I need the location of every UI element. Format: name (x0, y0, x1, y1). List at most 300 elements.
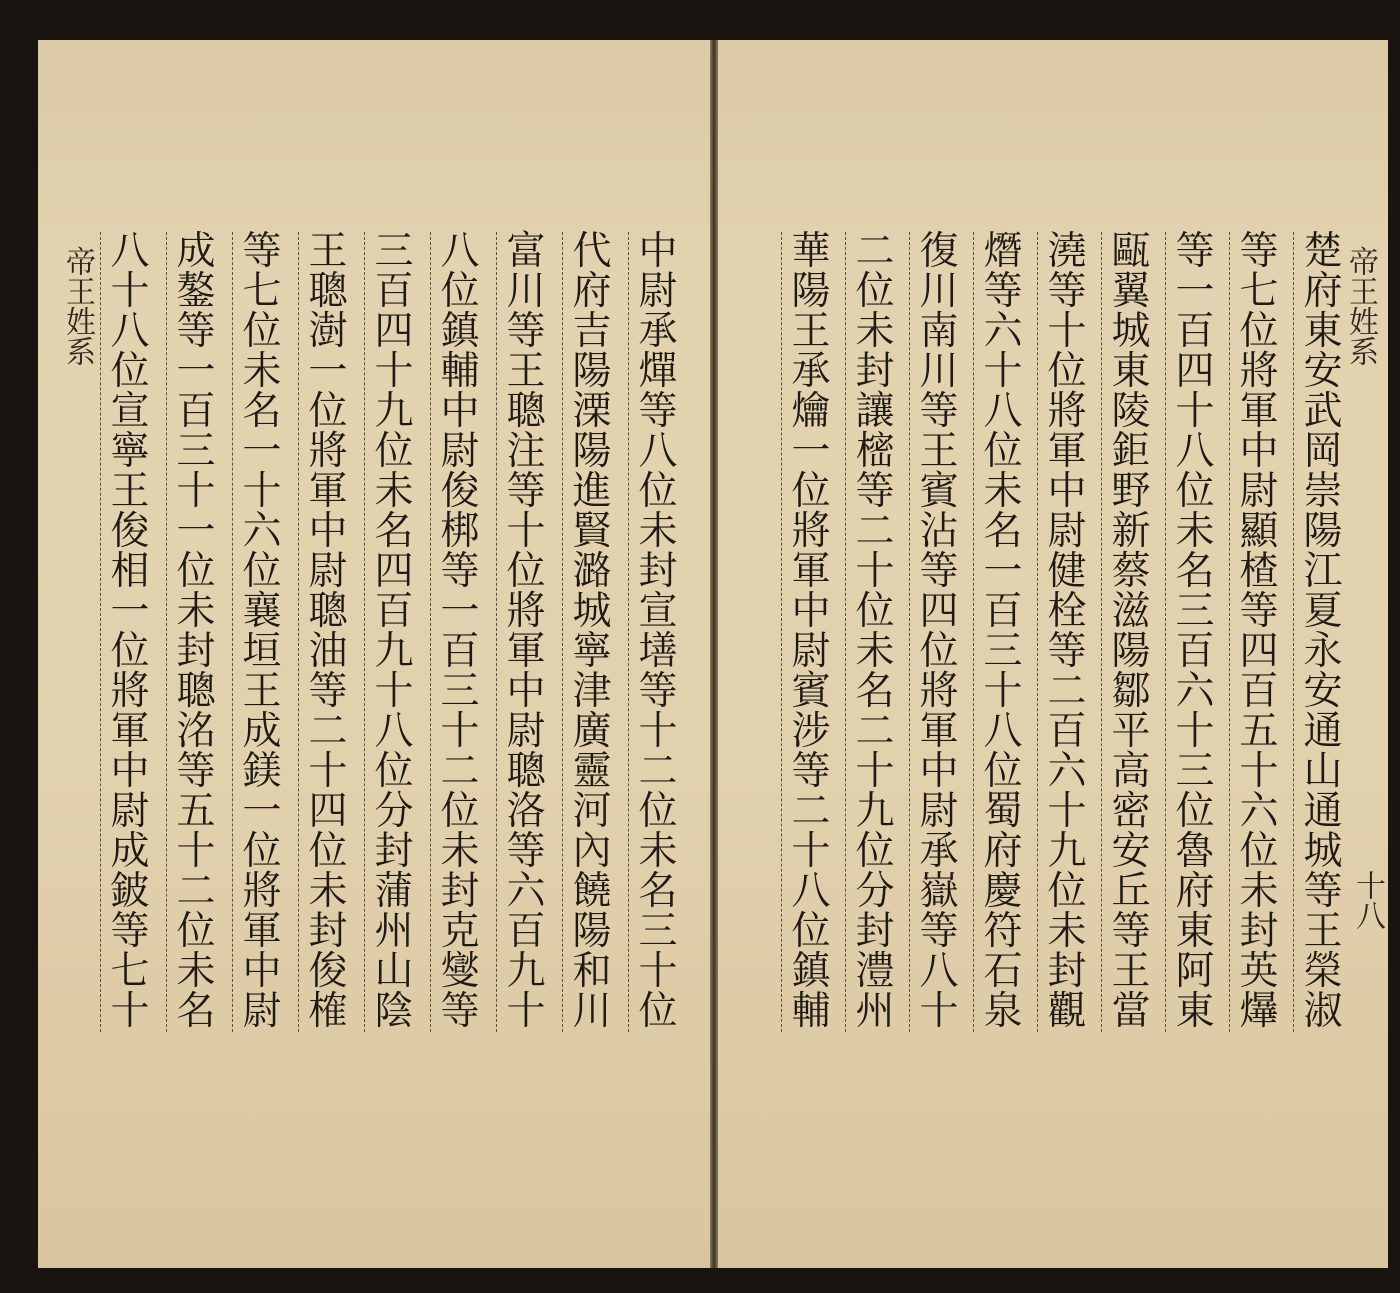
character: 名 (983, 509, 1023, 554)
character: 七 (110, 949, 150, 994)
character: 等 (1239, 589, 1279, 634)
character: 等 (440, 989, 480, 1034)
character: 府 (1175, 869, 1215, 914)
character: 位 (983, 749, 1023, 794)
character: 安 (1303, 349, 1343, 394)
character: 宣 (110, 389, 150, 434)
character: 尉 (110, 789, 150, 834)
character: 樒 (855, 429, 895, 474)
character: 百 (374, 269, 414, 314)
text-column (496, 229, 555, 1034)
character: 東 (1175, 989, 1215, 1034)
character: 名 (374, 509, 414, 554)
character: 鎮 (791, 949, 831, 994)
character: 未 (176, 949, 216, 994)
character: 城 (1111, 309, 1151, 354)
character: 十 (374, 669, 414, 714)
character: 未 (242, 349, 282, 394)
character: 一 (1175, 269, 1215, 314)
character: 一 (176, 349, 216, 394)
character: 分 (855, 869, 895, 914)
character: 五 (1239, 709, 1279, 754)
character: 陽 (791, 269, 831, 314)
character: 十 (242, 469, 282, 514)
character: 封 (308, 909, 348, 954)
character: 位 (1175, 469, 1215, 514)
character: 武 (1303, 389, 1343, 434)
character: 名 (176, 989, 216, 1034)
character: 十 (855, 749, 895, 794)
character: 位 (638, 989, 678, 1034)
text-column (430, 229, 489, 1034)
character: 二 (855, 709, 895, 754)
character: 澆 (1047, 229, 1087, 274)
character: 陵 (1111, 389, 1151, 434)
character: 川 (572, 989, 612, 1034)
character: 百 (1175, 309, 1215, 354)
character: 未 (983, 469, 1023, 514)
character: 十 (638, 949, 678, 994)
character: 二 (855, 229, 895, 274)
character: 熸 (983, 229, 1023, 274)
character: 等 (506, 469, 546, 514)
character: 二 (308, 709, 348, 754)
character: 百 (506, 909, 546, 954)
character: 名 (1175, 549, 1215, 594)
character: 十 (983, 349, 1023, 394)
character: 靈 (572, 749, 612, 794)
character: 潞 (572, 549, 612, 594)
character: 栓 (1047, 589, 1087, 634)
character: 中 (440, 389, 480, 434)
character: 四 (374, 309, 414, 354)
character: 十 (176, 469, 216, 514)
character: 王 (1111, 949, 1151, 994)
character: 梆 (440, 509, 480, 554)
character: 軍 (1239, 389, 1279, 434)
text-column (781, 229, 840, 1034)
character: 封 (855, 349, 895, 394)
character: 三 (176, 429, 216, 474)
character: 江 (1303, 549, 1343, 594)
character: 百 (1047, 709, 1087, 754)
character: 八 (983, 709, 1023, 754)
character: 等 (1175, 229, 1215, 274)
character: 百 (374, 589, 414, 634)
character: 俊 (308, 949, 348, 994)
character: 城 (572, 589, 612, 634)
character: 涉 (791, 709, 831, 754)
character: 十 (110, 989, 150, 1034)
character: 軍 (242, 909, 282, 954)
text-column (232, 229, 291, 1034)
character: 五 (176, 789, 216, 834)
character: 封 (1239, 909, 1279, 954)
book-spine (710, 40, 718, 1268)
character: 饒 (572, 869, 612, 914)
character: 俊 (440, 469, 480, 514)
character: 等 (1111, 909, 1151, 954)
character: 九 (374, 389, 414, 434)
character: 密 (1111, 789, 1151, 834)
character: 將 (110, 669, 150, 714)
character: 翼 (1111, 269, 1151, 314)
character: 鈹 (110, 869, 150, 914)
character: 軍 (506, 629, 546, 674)
character: 將 (919, 669, 959, 714)
character: 尉 (1239, 469, 1279, 514)
character: 六 (1175, 669, 1215, 714)
character: 八 (110, 309, 150, 354)
character: 等 (176, 749, 216, 794)
character: 位 (176, 909, 216, 954)
character: 爚 (791, 389, 831, 434)
character: 二 (638, 749, 678, 794)
text-column (298, 229, 357, 1034)
character: 一 (176, 509, 216, 554)
character: 華 (791, 229, 831, 274)
character: 封 (638, 549, 678, 594)
character: 聰 (176, 669, 216, 714)
character: 未 (308, 869, 348, 914)
character: 王 (308, 229, 348, 274)
character: 三 (1175, 749, 1215, 794)
character: 中 (638, 229, 678, 274)
character: 油 (308, 629, 348, 674)
character: 高 (1111, 749, 1151, 794)
character: 軍 (110, 709, 150, 754)
character: 川 (506, 269, 546, 314)
character: 六 (506, 869, 546, 914)
character: 未 (638, 509, 678, 554)
character: 位 (308, 829, 348, 874)
character: 未 (1239, 869, 1279, 914)
character: 將 (506, 589, 546, 634)
character: 軍 (791, 549, 831, 594)
character: 廣 (572, 709, 612, 754)
character: 嶽 (919, 869, 959, 914)
character: 位 (855, 829, 895, 874)
character: 位 (242, 549, 282, 594)
character: 百 (983, 589, 1023, 634)
character: 山 (374, 949, 414, 994)
character: 三 (638, 909, 678, 954)
character: 新 (1111, 509, 1151, 554)
character: 中 (110, 749, 150, 794)
character: 十 (1175, 389, 1215, 434)
character: 等 (1047, 269, 1087, 314)
character: 富 (506, 229, 546, 274)
character: 二 (791, 789, 831, 834)
character: 八 (374, 709, 414, 754)
character: 山 (1303, 749, 1343, 794)
character: 府 (572, 269, 612, 314)
character: 九 (506, 949, 546, 994)
character: 未 (176, 589, 216, 634)
character: 一 (791, 429, 831, 474)
character: 成 (110, 829, 150, 874)
character: 尉 (308, 549, 348, 594)
character: 封 (176, 629, 216, 674)
character: 尉 (506, 709, 546, 754)
character: 等 (855, 469, 895, 514)
character: 慶 (983, 869, 1023, 914)
character: 位 (506, 549, 546, 594)
character: 丘 (1111, 869, 1151, 914)
character: 燮 (440, 949, 480, 994)
character: 津 (572, 669, 612, 714)
character: 楚 (1303, 229, 1343, 274)
character: 等 (1047, 629, 1087, 674)
character: 尉 (242, 989, 282, 1034)
character: 七 (1239, 269, 1279, 314)
character: 八 (638, 429, 678, 474)
character: 位 (242, 309, 282, 354)
character: 通 (1303, 709, 1343, 754)
character: 百 (176, 389, 216, 434)
character: 克 (440, 909, 480, 954)
character: 十 (919, 989, 959, 1034)
character: 封 (440, 869, 480, 914)
character: 健 (1047, 549, 1087, 594)
character: 一 (983, 549, 1023, 594)
character: 溧 (572, 389, 612, 434)
character: 王 (1303, 909, 1343, 954)
character: 九 (1047, 829, 1087, 874)
character: 三 (440, 669, 480, 714)
character: 王 (791, 309, 831, 354)
character: 復 (919, 229, 959, 274)
character: 陽 (1303, 509, 1343, 554)
character: 位 (374, 749, 414, 794)
character: 三 (374, 229, 414, 274)
left-page-header: 帝王姓系 (60, 246, 95, 366)
character: 未 (1175, 509, 1215, 554)
character: 十 (855, 549, 895, 594)
character: 中 (791, 589, 831, 634)
character: 寧 (110, 429, 150, 474)
character: 鄒 (1111, 669, 1151, 714)
character: 滋 (1111, 589, 1151, 634)
character: 位 (374, 429, 414, 474)
text-column (562, 229, 621, 1034)
character: 十 (1239, 749, 1279, 794)
character: 十 (506, 989, 546, 1034)
character: 一 (242, 789, 282, 834)
character: 六 (1239, 789, 1279, 834)
character: 等 (638, 669, 678, 714)
character: 未 (638, 829, 678, 874)
character: 陽 (572, 349, 612, 394)
character: 未 (374, 469, 414, 514)
character: 十 (983, 669, 1023, 714)
character: 永 (1303, 629, 1343, 674)
character: 尉 (1047, 509, 1087, 554)
character: 百 (440, 629, 480, 674)
character: 分 (374, 789, 414, 834)
character: 位 (791, 469, 831, 514)
character: 六 (242, 509, 282, 554)
character: 尉 (440, 429, 480, 474)
text-column (1101, 229, 1160, 1034)
character: 八 (983, 389, 1023, 434)
character: 鉅 (1111, 429, 1151, 474)
character: 二 (176, 869, 216, 914)
character: 崇 (1303, 469, 1343, 514)
character: 六 (983, 309, 1023, 354)
character: 成 (242, 709, 282, 754)
text-column (845, 229, 904, 1034)
character: 七 (242, 269, 282, 314)
character: 襄 (242, 589, 282, 634)
character: 名 (242, 389, 282, 434)
character: 爗 (1239, 989, 1279, 1034)
character: 河 (572, 789, 612, 834)
character: 洺 (176, 709, 216, 754)
character: 位 (1175, 789, 1215, 834)
character: 府 (1303, 269, 1343, 314)
character: 聰 (506, 749, 546, 794)
character: 安 (1111, 829, 1151, 874)
character: 位 (176, 549, 216, 594)
character: 四 (1239, 629, 1279, 674)
character: 尉 (919, 789, 959, 834)
character: 等 (506, 829, 546, 874)
character: 王 (242, 669, 282, 714)
character: 淑 (1303, 989, 1343, 1034)
character: 九 (855, 789, 895, 834)
character: 十 (110, 269, 150, 314)
character: 十 (1047, 789, 1087, 834)
character: 甌 (1111, 229, 1151, 274)
character: 楂 (1239, 549, 1279, 594)
character: 位 (983, 429, 1023, 474)
character: 陽 (572, 909, 612, 954)
character: 位 (308, 389, 348, 434)
character: 等 (242, 229, 282, 274)
character: 府 (983, 829, 1023, 874)
character: 中 (919, 749, 959, 794)
character: 四 (374, 549, 414, 594)
character: 位 (440, 269, 480, 314)
character: 吉 (572, 309, 612, 354)
character: 十 (374, 349, 414, 394)
character: 鎂 (242, 749, 282, 794)
character: 未 (1047, 909, 1087, 954)
character: 位 (1047, 349, 1087, 394)
character: 中 (242, 949, 282, 994)
page-number-mark: 十八 (1350, 870, 1385, 930)
character: 九 (374, 629, 414, 674)
character: 俊 (110, 509, 150, 554)
character: 鎮 (440, 309, 480, 354)
character: 和 (572, 949, 612, 994)
character: 等 (791, 749, 831, 794)
character: 十 (308, 749, 348, 794)
character: 等 (440, 549, 480, 594)
character: 將 (1239, 349, 1279, 394)
character: 軍 (919, 709, 959, 754)
character: 成 (176, 229, 216, 274)
character: 等 (1303, 869, 1343, 914)
character: 等 (919, 909, 959, 954)
character: 將 (308, 429, 348, 474)
character: 泉 (983, 989, 1023, 1034)
character: 封 (855, 909, 895, 954)
character: 位 (1047, 869, 1087, 914)
character: 位 (638, 789, 678, 834)
character: 榷 (308, 989, 348, 1034)
character: 賓 (919, 469, 959, 514)
character: 位 (110, 349, 150, 394)
character: 進 (572, 469, 612, 514)
character: 陰 (374, 989, 414, 1034)
character: 三 (1175, 589, 1215, 634)
character: 十 (638, 709, 678, 754)
character: 城 (1303, 829, 1343, 874)
character: 東 (1111, 349, 1151, 394)
character: 位 (110, 629, 150, 674)
character: 二 (855, 509, 895, 554)
character: 相 (110, 549, 150, 594)
character: 觀 (1047, 989, 1087, 1034)
character: 夏 (1303, 589, 1343, 634)
character: 位 (242, 829, 282, 874)
character: 南 (919, 309, 959, 354)
character: 十 (1175, 709, 1215, 754)
character: 一 (242, 429, 282, 474)
character: 川 (919, 349, 959, 394)
character: 未 (440, 829, 480, 874)
character: 三 (983, 629, 1023, 674)
character: 中 (308, 509, 348, 554)
character: 二 (440, 749, 480, 794)
character: 十 (176, 829, 216, 874)
character: 陽 (1111, 629, 1151, 674)
character: 輔 (791, 989, 831, 1034)
character: 榮 (1303, 949, 1343, 994)
character: 通 (1303, 789, 1343, 834)
text-column (100, 229, 159, 1034)
character: 等 (110, 909, 150, 954)
character: 一 (308, 349, 348, 394)
character: 聰 (506, 389, 546, 434)
character: 賓 (791, 669, 831, 714)
character: 沾 (919, 509, 959, 554)
text-column (1037, 229, 1096, 1034)
character: 名 (855, 669, 895, 714)
character: 八 (440, 229, 480, 274)
text-column (909, 229, 968, 1034)
character: 石 (983, 949, 1023, 994)
character: 名 (638, 869, 678, 914)
character: 二 (1047, 669, 1087, 714)
character: 等 (919, 389, 959, 434)
character: 八 (791, 869, 831, 914)
character: 澍 (308, 309, 348, 354)
character: 中 (1047, 469, 1087, 514)
character: 洛 (506, 789, 546, 834)
character: 符 (983, 909, 1023, 954)
character: 州 (855, 989, 895, 1034)
character: 澧 (855, 949, 895, 994)
character: 尉 (791, 629, 831, 674)
character: 八 (110, 229, 150, 274)
character: 將 (1047, 389, 1087, 434)
character: 十 (1047, 309, 1087, 354)
character: 封 (374, 829, 414, 874)
character: 王 (506, 349, 546, 394)
